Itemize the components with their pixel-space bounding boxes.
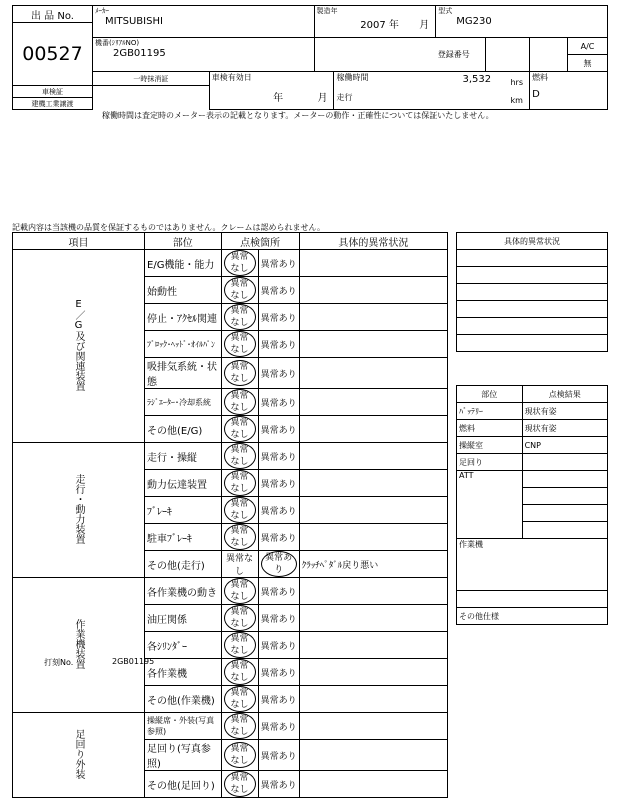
maker-cell [92,6,314,38]
detail-text [299,713,447,740]
battery-result: 現状有姿 [522,403,607,420]
year-label: 製造年 [316,7,338,15]
hours-cell [334,72,530,110]
status-abnormal [258,524,299,551]
blank-cell [457,591,608,608]
part-name: E/G機能・能力 [145,250,222,277]
reg-box-1 [486,38,530,72]
status-abnormal-text: 異常あり [260,533,297,544]
detail-text [299,686,447,713]
col-detail: 具体的異常状況 [299,233,447,250]
status-normal-text: 異常なし [224,497,256,523]
status-abnormal [258,632,299,659]
cab-label: 操縦室 [457,437,523,454]
group-label [13,250,145,443]
status-normal-text: 異常なし [224,686,256,712]
reg-label: 登録番号 [436,38,486,72]
vehicle-cert-label: 車検証 [13,86,93,98]
status-abnormal-text: 異常あり [260,695,297,706]
part-name: その他(足回り) [145,771,222,798]
detail-text [299,304,447,331]
build-cert-label: 建機工業譲渡 [13,98,93,110]
status-normal [221,713,258,740]
insp-month-unit: 月 [317,93,328,104]
status-normal-text: 異常なし [224,632,256,658]
status-abnormal [258,250,299,277]
battery-label: ﾊﾞｯﾃﾘｰ [457,403,523,420]
status-normal-text: 異常なし [224,605,256,631]
detail-text [299,389,447,416]
other-spec-label: その他仕様 [457,608,608,625]
status-abnormal-text: 異常あり [260,286,297,297]
status-normal-text: 異常なし [224,416,256,442]
status-normal [221,524,258,551]
status-normal-text: 異常なし [224,742,256,768]
status-normal-text: 異常なし [224,771,256,797]
status-normal [221,686,258,713]
status-abnormal-text: 異常あり [260,641,297,652]
blank-cell [522,522,607,539]
detail-row [457,301,608,318]
status-abnormal-text: 異常あり [260,425,297,436]
status-abnormal [258,277,299,304]
work-machine-label: 作業機 [457,539,608,591]
status-normal-text: 異常なし [224,713,256,739]
part-name: 走行・操縦 [145,443,222,470]
detail-text [299,740,447,771]
model-cell [436,6,608,38]
status-abnormal [258,771,299,798]
inspection-cell [209,72,334,110]
status-abnormal-text: 異常あり [260,479,297,490]
distance-unit: km [510,96,523,105]
status-abnormal-text: 異常あり [260,587,297,598]
model-label: 型式 [438,7,453,15]
detail-table [456,232,608,352]
detail-row [457,250,608,267]
status-abnormal [258,358,299,389]
status-abnormal-text: 異常あり [260,751,297,762]
blank-cell [522,505,607,522]
hours-label: 稼働時間 [336,73,369,82]
group-label-text: 走行・動力装置 [73,473,84,544]
detail-text [299,771,447,798]
detail-text [299,443,447,470]
part-name: 駐車ﾌﾞﾚｰｷ [145,524,222,551]
status-normal-text: 異常なし [224,331,256,357]
status-abnormal-text: 異常あり [260,452,297,463]
status-normal [221,470,258,497]
status-normal-text: 異常なし [224,304,256,330]
part-name: 停止・ｱｸｾﾙ関連 [145,304,222,331]
table-row [13,443,448,470]
status-abnormal-text: 異常あり [260,722,297,733]
insp-year-unit: 年 [273,93,284,104]
detail-row [457,267,608,284]
status-abnormal-text: 異常あり [260,398,297,409]
group-label-text: 作業機装置 [73,618,84,669]
part-name: ﾌﾞﾚｰｷ [145,497,222,524]
status-normal-text: 異常なし [224,470,256,496]
detail-text [299,416,447,443]
part-name: 動力伝達装置 [145,470,222,497]
blank-cell [522,471,607,488]
maker-value: MITSUBISHI [104,16,163,27]
status-normal [221,250,258,277]
status-abnormal [258,605,299,632]
status-normal [221,632,258,659]
fuel-row-label: 燃料 [457,420,523,437]
check-table [12,232,448,798]
status-abnormal-text: 異常あり [260,340,297,351]
part-name: 操縦席・外装(写真参照) [145,713,222,740]
att-label: ATT [457,471,523,539]
temp-permit-label: 一時抹消証 [92,72,209,86]
part-name: その他(作業機) [145,686,222,713]
status-abnormal [258,740,299,771]
status-normal [221,277,258,304]
status-normal [221,389,258,416]
detail-text [299,497,447,524]
item-no-label: 出 品 No. [13,6,93,23]
group-label-text: E／G及び関連装置 [73,298,84,391]
detail-text [299,277,447,304]
serial-value: 2GB01195 [112,48,166,59]
header-table [12,5,608,110]
status-abnormal [258,713,299,740]
ac-label: A/C [567,38,607,55]
undercarriage-label: 足回り [457,454,523,471]
stamp-value: 2GB01195 [112,657,155,666]
status-abnormal-text: 異常あり [261,551,297,577]
detail-row [457,335,608,352]
status-abnormal [258,443,299,470]
status-abnormal-text: 異常あり [260,780,297,791]
detail-row [457,284,608,301]
status-abnormal-text: 異常あり [260,259,297,270]
detail-text [299,470,447,497]
status-abnormal-text: 異常あり [260,313,297,324]
fuel-label: 燃料 [532,73,549,82]
serial-label: 機番(ｼﾘｱﾙNO) [94,39,140,47]
detail-text [299,250,447,277]
detail-row [457,318,608,335]
part-name: ﾌﾞﾛｯｸ･ﾍｯﾄﾞ･ｵｲﾙﾊﾟﾝ [145,331,222,358]
part-name: ﾗｼﾞｴｰﾀｰ･冷却系統 [145,389,222,416]
part-name: 吸排気系統・状態 [145,358,222,389]
detail-text [299,632,447,659]
status-abnormal-text: 異常あり [260,668,297,679]
result-col-result: 点検結果 [522,386,607,403]
distance-label: 走行 [336,93,353,102]
col-part: 部位 [145,233,222,250]
status-normal-text: 異常なし [224,578,256,604]
status-normal-text: 異常なし [224,277,256,303]
group-label-text: 足回り外装 [73,728,84,779]
status-normal [221,497,258,524]
status-abnormal [258,331,299,358]
year-unit: 年 [388,20,399,31]
status-normal-text: 異常なし [224,443,256,469]
status-normal [221,659,258,686]
status-normal [221,358,258,389]
detail-text: ｸﾗｯﾁﾍﾟﾀﾞﾙ戻り悪い [299,551,447,578]
maker-label: ﾒｰｶｰ [94,7,109,15]
reg-box-2 [530,38,568,72]
fuel-row-result: 現状有姿 [522,420,607,437]
status-abnormal [258,686,299,713]
result-col-part: 部位 [457,386,523,403]
quality-note: 記載内容は当該機の品質を保証するものではありません。クレームは認められません。 [12,223,325,232]
part-name: 始動性 [145,277,222,304]
blank-cell [522,488,607,505]
year-cell [314,6,436,38]
month-unit: 月 [419,20,430,31]
status-normal [221,551,258,578]
ac-value: 無 [567,55,607,72]
status-abnormal [258,551,299,578]
status-normal [221,443,258,470]
hours-value: 3,532 [462,74,492,85]
part-name: その他(E/G) [145,416,222,443]
status-abnormal [258,304,299,331]
part-name: 足回り(写真参照) [145,740,222,771]
status-normal-text: 異常なし [224,360,256,386]
status-normal-text: 異常なし [226,554,254,577]
status-abnormal [258,578,299,605]
item-no-value: 00527 [13,23,93,86]
detail-table-header: 具体的異常状況 [457,233,608,250]
fuel-value: D [532,89,540,100]
hours-unit: hrs [510,78,524,87]
part-name: その他(走行) [145,551,222,578]
status-abnormal-text: 異常あり [260,506,297,517]
status-normal-text: 異常なし [224,659,256,685]
model-value: MG230 [456,16,492,27]
part-name: 各作業機の動き [145,578,222,605]
detail-text [299,331,447,358]
table-row [13,578,448,605]
status-normal [221,771,258,798]
part-name: 各ｼﾘﾝﾀﾞｰ [145,632,222,659]
result-table [456,385,608,625]
detail-text [299,659,447,686]
status-abnormal-text: 異常あり [260,369,297,380]
group-label [13,443,145,578]
status-abnormal [258,659,299,686]
part-name: 各作業機 [145,659,222,686]
status-abnormal [258,470,299,497]
cab-result: CNP [522,437,607,454]
group-label [13,713,145,798]
reg-blank [314,38,436,72]
status-abnormal [258,416,299,443]
status-normal [221,740,258,771]
status-abnormal [258,497,299,524]
part-name: 油圧関係 [145,605,222,632]
status-abnormal-text: 異常あり [260,614,297,625]
year-value: 2007 [360,20,386,31]
status-normal [221,304,258,331]
status-normal [221,331,258,358]
status-normal [221,578,258,605]
blank-cell [522,454,607,471]
fuel-cell [530,72,608,110]
col-item: 項目 [13,233,145,250]
col-check: 点検箇所 [221,233,299,250]
detail-text [299,605,447,632]
status-abnormal [258,389,299,416]
status-normal [221,605,258,632]
table-row [13,713,448,740]
detail-text [299,578,447,605]
serial-cell [92,38,314,72]
status-normal [221,416,258,443]
status-normal-text: 異常なし [224,524,256,550]
status-normal-text: 異常なし [224,250,256,276]
table-row [13,250,448,277]
status-normal-text: 異常なし [224,389,256,415]
group-label [13,578,145,713]
stamp-label: 打刻No. [44,658,74,667]
hours-note: 稼働時間は査定時のメーター表示の記載となります。メーターの動作・正確性については保証いたしません。 [102,111,494,120]
inspection-label: 車検有効日 [211,73,252,82]
detail-text [299,358,447,389]
detail-text [299,524,447,551]
